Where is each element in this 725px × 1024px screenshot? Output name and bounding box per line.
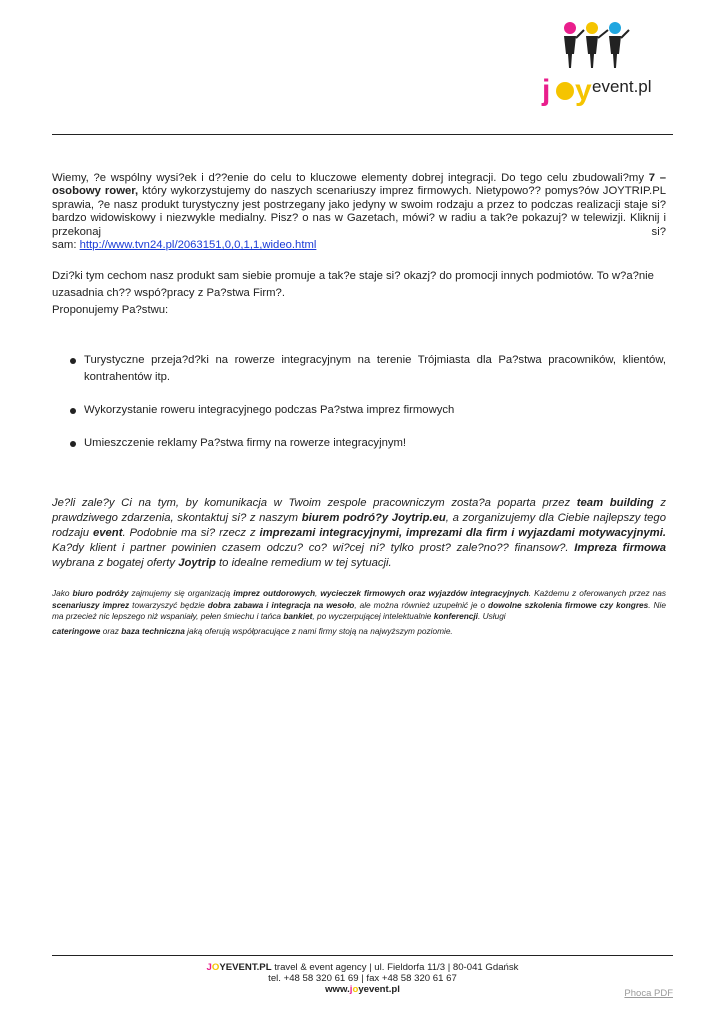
- logo-event-text: event.pl: [592, 77, 652, 96]
- text-span: jaką oferują współpracujące z nami firmy stoją na najwyższym poziomie.: [184, 626, 453, 636]
- text-span: zajmujemy się organizacją: [128, 588, 234, 598]
- footer-brand-j: J: [206, 962, 212, 973]
- text-span: z prawdziwego zdarzenia, skontaktuj si? z naszym: [52, 497, 666, 524]
- bold-span: bankiet: [283, 611, 313, 621]
- paragraph-proposal-heading: Proponujemy Pa?stwu:: [52, 304, 169, 316]
- bold-event: event: [92, 527, 123, 539]
- www-o: o: [352, 984, 359, 995]
- list-item-text: Wykorzystanie roweru integracyjnego podczas Pa?stwa imprez firmowych: [84, 404, 455, 416]
- footer-brand: YEVENT.PL: [219, 962, 272, 973]
- intro-sam-label: sam:: [52, 239, 80, 252]
- text-span: , a zorganizujemy dla Ciebie najlepszy tego rodzaju: [52, 512, 667, 539]
- bold-span: dowolne szkolenia firmowe czy kongres: [488, 599, 649, 610]
- bold-joytrip: Joytrip: [178, 557, 216, 569]
- text-span: oraz: [100, 626, 122, 636]
- bold-span: cateringowe: [52, 626, 101, 636]
- text-span: Ka?dy klient i partner powinien czasem odczu? co? wi?cej ni? tylko prost? zale?no?? finansow?.: [52, 542, 575, 554]
- text-span: . Nie ma przecież nic lepszego niż wspaniały, pełen śmiechu i tańca: [52, 599, 667, 621]
- bold-span: imprez outdorowych: [233, 588, 316, 598]
- bullet-icon: [70, 358, 76, 364]
- bold-span: dobra zabawa i integracja na wesoło: [207, 599, 355, 610]
- www-prefix: www.: [325, 984, 350, 995]
- list-item: [52, 435, 666, 452]
- intro-last-line: [52, 239, 666, 252]
- www-suffix: yevent.pl: [358, 984, 400, 995]
- svg-text:y: y: [575, 74, 592, 107]
- list-item: [52, 402, 666, 419]
- list-item: [52, 352, 666, 386]
- top-divider: [52, 134, 673, 135]
- intro-bold-rower: 7 – osobowy rower,: [52, 172, 666, 198]
- text-span: , po wyczerpującej intelektualnie: [312, 611, 434, 621]
- intro-text-2: który wykorzystujemy do naszych scenariuszy imprez firmowych. Nietypowo?? pomys?ów JOYTRIP.PL sprawia, ?e nasz produkt turystyczny jest postrzegany jako jedyny w swoim rodzaju a przez to podczas realizacji staje si? bardzo widowiskowy i niezwykle medialny. Pisz? o nas w Gazetach, mówi? w radiu a tak?e pokazuj? w telewizji. Kliknij i przekonaj si?: [52, 185, 667, 238]
- footer-line-2: tel. +48 58 320 61 69 | fax +48 58 320 61 67: [268, 973, 457, 984]
- footer-line-1: [0, 962, 725, 973]
- bottom-divider: [52, 955, 673, 956]
- intro-text: Wiemy, ?e wspólny wysi?ek i d??enie do celu to kluczowe elementy dobrej integracji. Do tego celu zbudowali?my: [52, 172, 649, 184]
- bold-impreza-firmowa: Impreza firmowa: [574, 542, 666, 554]
- text-span: , ale można również uzupełnić je o: [354, 599, 489, 610]
- bullet-icon: [70, 408, 76, 414]
- bold-span: wycieczek firmowych oraz wyjazdów integracyjnych: [320, 588, 529, 598]
- text-span: . Podobnie ma si? rzecz z: [122, 527, 260, 539]
- phoca-pdf-link[interactable]: Phoca PDF: [624, 988, 673, 999]
- text-span: Je?li zale?y Ci na tym, by komunikacja w Twoim zespole pracowniczym zosta?a poparta przez: [52, 497, 577, 509]
- bullet-icon: [70, 441, 76, 447]
- people-figures-icon: [564, 22, 629, 68]
- text-span: to idealne remedium w tej sytuacji.: [215, 557, 392, 569]
- text-span: . Usługi: [477, 611, 506, 621]
- www-j: j: [349, 984, 353, 995]
- joyevent-logo: [528, 18, 658, 110]
- text-span: towarzyszyć będzie: [129, 599, 208, 610]
- intro-paragraph: [52, 172, 666, 252]
- text-span: ,: [315, 588, 321, 598]
- bold-imprezy: imprezami integracyjnymi, imprezami dla firm i wyjazdami motywacyjnymi.: [259, 527, 666, 539]
- bold-span: biuro podróży: [72, 588, 129, 598]
- catering-paragraph: [52, 626, 666, 638]
- services-paragraph: [52, 588, 666, 623]
- list-item-text: Umieszczenie reklamy Pa?stwa firmy na rowerze integracyjnym!: [84, 437, 407, 449]
- bold-team-building: team building: [576, 497, 654, 509]
- bold-span: konferencji: [433, 611, 478, 621]
- offer-list: [52, 352, 666, 452]
- tvn24-video-link[interactable]: http://www.tvn24.pl/2063151,0,0,1,1,wideo.html: [79, 239, 317, 252]
- list-item-text: Turystyczne przeja?d?ki na rowerze integracyjnym na terenie Trójmiasta dla Pa?stwa pracowników, klientów, kontrahentów itp.: [84, 354, 666, 383]
- footer-website[interactable]: [0, 984, 725, 995]
- footer-address: travel & event agency | ul. Fieldorfa 11/3 | 80-041 Gdańsk: [271, 962, 519, 973]
- bold-span: baza techniczna: [121, 626, 185, 636]
- bold-biuro: biurem podró?y Joytrip.eu: [301, 512, 446, 524]
- team-building-paragraph: [52, 496, 666, 571]
- svg-text:j: j: [542, 74, 551, 107]
- text-span: Jako: [52, 588, 73, 598]
- bold-span: scenariuszy imprez: [52, 599, 130, 610]
- paragraph-promotion: Dzi?ki tym cechom nasz produkt sam siebie promuje a tak?e staje si? okazj? do promocji innych podmiotów. To w?a?nie uzasadnia ch?? wspó?pracy z Pa?stwa Firm?.: [52, 270, 654, 299]
- footer: [0, 962, 725, 995]
- footer-brand-o: O: [211, 962, 220, 973]
- text-span: wybrana z bogatej oferty: [52, 557, 179, 569]
- text-span: . Każdemu z oferowanych przez nas: [528, 588, 666, 598]
